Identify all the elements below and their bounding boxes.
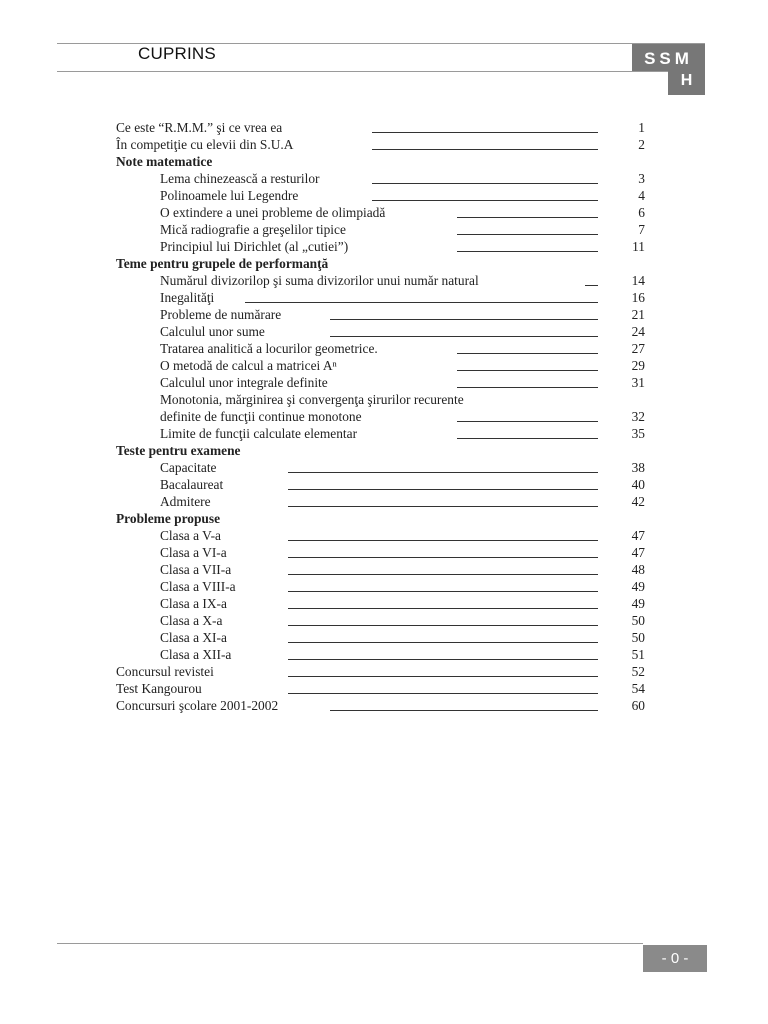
toc-label: Calculul unor integrale definite [160,375,328,390]
toc-row[interactable] [0,306,768,323]
toc-label: Calculul unor sume [160,324,265,339]
toc-leader [330,710,598,711]
toc-row[interactable] [0,425,768,442]
toc-row[interactable] [0,561,768,578]
toc-page: 49 [631,579,645,594]
toc-leader [457,217,598,218]
toc-page: 24 [631,324,645,339]
toc-label: Clasa a IX-a [160,596,227,611]
toc-leader [288,676,598,677]
table-of-contents [0,119,768,714]
toc-leader [288,472,598,473]
toc-leader [372,149,598,150]
toc-leader [288,625,598,626]
toc-row[interactable] [0,221,768,238]
toc-label: Concursul revistei [116,664,214,679]
toc-page: 1 [638,120,645,135]
toc-row[interactable] [0,204,768,221]
toc-row[interactable] [0,238,768,255]
toc-row[interactable] [0,629,768,646]
toc-page: 14 [631,273,645,288]
toc-leader [457,353,598,354]
toc-row[interactable] [0,408,768,425]
logo-line-2: H [668,71,705,95]
toc-label: Admitere [160,494,211,509]
toc-label: Monotonia, mărginirea şi convergenţa şirurilor recurente [160,392,464,407]
toc-row[interactable] [0,595,768,612]
toc-page: 6 [638,205,645,220]
toc-page: 48 [631,562,645,577]
toc-leader [330,319,598,320]
toc-label: Clasa a V-a [160,528,221,543]
toc-leader [457,421,598,422]
toc-leader [457,438,598,439]
toc-label: Lema chinezească a resturilor [160,171,320,186]
footer-rule [57,943,643,944]
toc-label: În competiţie cu elevii din S.U.A [116,137,294,152]
toc-row[interactable] [0,323,768,340]
toc-section-heading [0,510,768,527]
toc-leader [288,642,598,643]
toc-label: Tratarea analitică a locurilor geometrice. [160,341,378,356]
toc-page: 42 [631,494,645,509]
toc-label: Clasa a XI-a [160,630,227,645]
toc-leader [288,557,598,558]
toc-label: Limite de funcţii calculate elementar [160,426,358,441]
toc-label: Teste pentru examene [116,443,241,458]
toc-label: Capacitate [160,460,217,475]
toc-leader [585,285,598,286]
toc-label: Clasa a X-a [160,613,223,628]
toc-page: 31 [631,375,645,390]
toc-label: Concursuri şcolare 2001-2002 [116,698,279,713]
toc-label: Probleme propuse [116,511,221,526]
toc-page: 40 [631,477,645,492]
toc-row[interactable] [0,612,768,629]
toc-row[interactable] [0,340,768,357]
toc-page: 47 [631,528,645,543]
toc-label: Teme pentru grupele de performanţă [116,256,329,271]
toc-row[interactable] [0,459,768,476]
toc-label: O metodă de calcul a matricei Aⁿ [160,358,337,373]
toc-page: 52 [631,664,645,679]
toc-label: Clasa a VI-a [160,545,227,560]
toc-label: O extindere a unei probleme de olimpiadă [160,205,386,220]
toc-leader [288,574,598,575]
toc-row[interactable] [0,391,768,408]
toc-page: 35 [631,426,645,441]
toc-row[interactable] [0,646,768,663]
toc-page: 4 [638,188,645,203]
toc-row[interactable] [0,374,768,391]
toc-label: Polinoamele lui Legendre [160,188,299,203]
toc-row[interactable] [0,119,768,136]
toc-page: 47 [631,545,645,560]
toc-page: 38 [631,460,645,475]
toc-page: 32 [631,409,645,424]
toc-label: Test Kangourou [116,681,202,696]
toc-leader [288,489,598,490]
toc-row[interactable] [0,527,768,544]
toc-row[interactable] [0,544,768,561]
toc-page: 11 [632,239,645,254]
toc-leader [330,336,598,337]
toc-row[interactable] [0,663,768,680]
toc-leader [457,387,598,388]
toc-row[interactable] [0,578,768,595]
toc-label: Clasa a VIII-a [160,579,236,594]
toc-leader [457,370,598,371]
toc-page: 2 [638,137,645,152]
toc-page: 7 [638,222,645,237]
toc-label: Clasa a VII-a [160,562,232,577]
toc-leader [372,183,598,184]
toc-row[interactable] [0,187,768,204]
toc-label: Mică radiografie a greşelilor tipice [160,222,346,237]
toc-label: Clasa a XII-a [160,647,232,662]
toc-row[interactable] [0,272,768,289]
toc-page: 51 [631,647,645,662]
toc-label: Principiul lui Dirichlet (al „cutiei”) [160,239,349,254]
toc-row[interactable] [0,493,768,510]
toc-leader [288,506,598,507]
toc-label: definite de funcţii continue monotone [160,409,362,424]
toc-row[interactable] [0,476,768,493]
toc-page: 29 [631,358,645,373]
toc-label: Bacalaureat [160,477,224,492]
toc-page: 16 [631,290,645,305]
toc-label: Ce este “R.M.M.” şi ce vrea ea [116,120,283,135]
toc-leader [372,132,598,133]
toc-row[interactable] [0,357,768,374]
page-number: - 0 - [643,945,707,972]
toc-page: 49 [631,596,645,611]
toc-leader [457,251,598,252]
toc-row[interactable] [0,680,768,697]
toc-section-heading [0,153,768,170]
toc-leader [288,591,598,592]
toc-leader [457,234,598,235]
toc-label: Probleme de numărare [160,307,282,322]
logo-line-1: SSM [632,44,705,71]
toc-page: 50 [631,613,645,628]
header-rule-bottom [57,71,669,72]
toc-row[interactable] [0,697,768,714]
toc-label: Inegalităţi [160,290,215,305]
toc-leader [288,693,598,694]
toc-section-heading [0,442,768,459]
toc-row[interactable] [0,289,768,306]
toc-page: 3 [638,171,645,186]
toc-leader [288,659,598,660]
toc-leader [288,540,598,541]
toc-page: 60 [631,698,645,713]
toc-page: 27 [631,341,645,356]
toc-row[interactable] [0,136,768,153]
toc-page: 21 [631,307,645,322]
toc-page: 50 [631,630,645,645]
toc-label: Numărul divizorilop şi suma divizorilor unui număr natural [160,273,479,288]
toc-leader [288,608,598,609]
page-title: CUPRINS [138,44,216,63]
toc-section-heading [0,255,768,272]
toc-leader [245,302,598,303]
toc-label: Note matematice [116,154,213,169]
toc-leader [372,200,598,201]
toc-row[interactable] [0,170,768,187]
toc-page: 54 [631,681,645,696]
